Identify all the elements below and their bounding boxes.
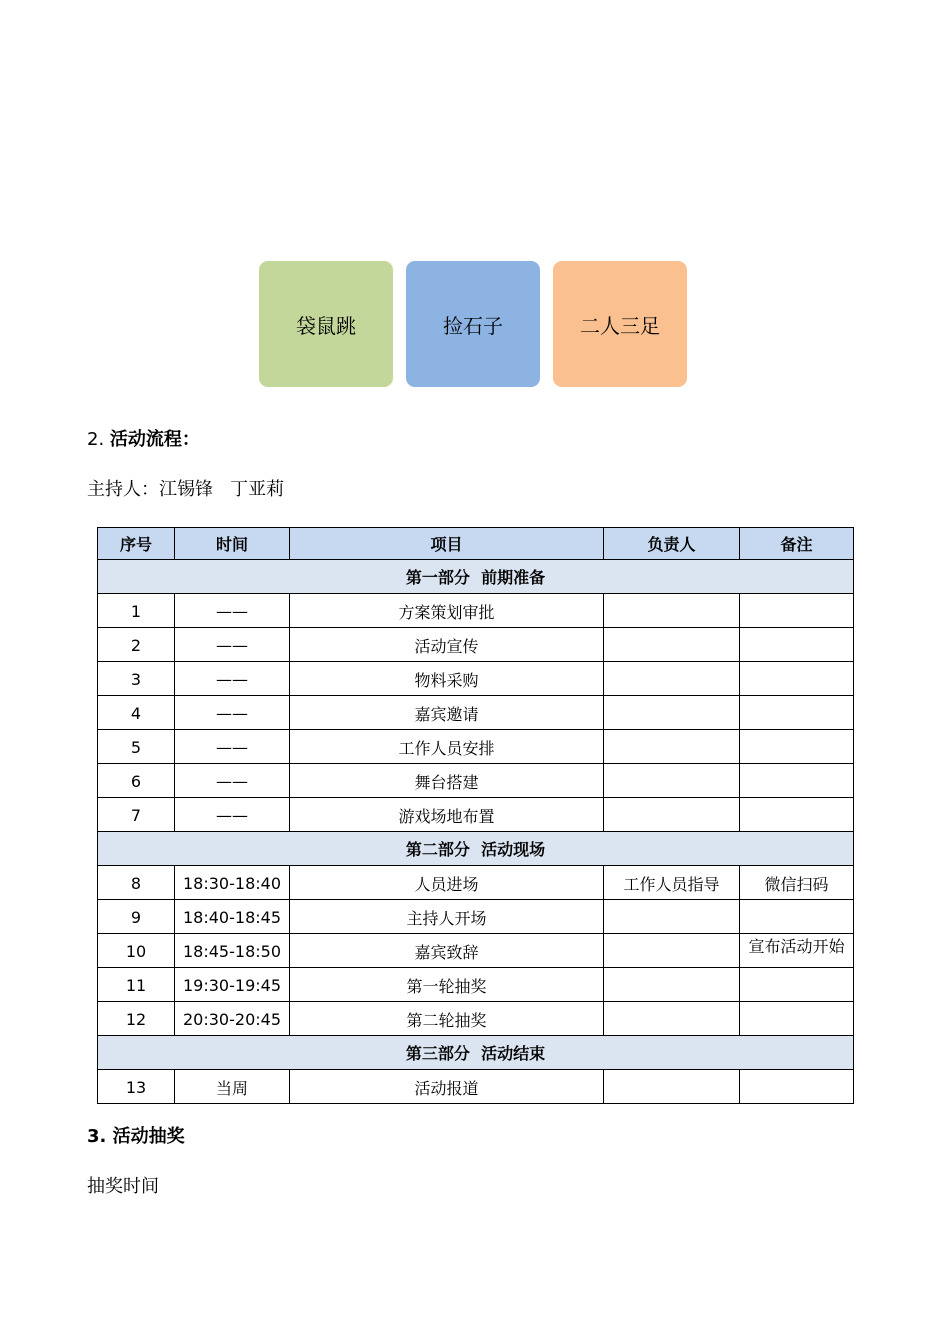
section-title: 活动流程：	[109, 429, 200, 450]
part-title: 第一部分 前期准备	[98, 560, 854, 594]
cell-note-text: 宣布活动开始	[748, 937, 845, 956]
cell-number: 3	[98, 662, 175, 696]
game-card-kangaroo-jump	[259, 261, 393, 387]
table-row	[98, 968, 854, 1002]
cell-number: 4	[98, 696, 175, 730]
host-line	[87, 475, 284, 501]
cell-time: 18:45-18:50	[175, 934, 290, 968]
game-card-pick-stones	[406, 261, 540, 387]
cell-item: 第一轮抽奖	[290, 968, 604, 1002]
cell-number: 12	[98, 1002, 175, 1036]
section-number: 2.	[87, 429, 105, 450]
table-part-row	[98, 1036, 854, 1070]
cell-number: 11	[98, 968, 175, 1002]
cell-time: ——	[175, 662, 290, 696]
cell-number: 1	[98, 594, 175, 628]
cell-item: 工作人员安排	[290, 730, 604, 764]
cell-owner	[604, 934, 740, 968]
host-label: 主持人：	[87, 479, 159, 500]
table-row	[98, 662, 854, 696]
column-header-item: 项目	[290, 528, 604, 560]
cell-number: 13	[98, 1070, 175, 1104]
cell-time: 18:30-18:40	[175, 866, 290, 900]
cell-item: 活动宣传	[290, 628, 604, 662]
cell-item: 舞台搭建	[290, 764, 604, 798]
cell-number: 5	[98, 730, 175, 764]
cell-note	[740, 662, 854, 696]
cell-item: 物料采购	[290, 662, 604, 696]
cell-owner	[604, 696, 740, 730]
table-header-row	[98, 528, 854, 560]
section-heading-activity-flow	[87, 425, 200, 451]
table-row	[98, 798, 854, 832]
cell-owner	[604, 900, 740, 934]
cell-number: 6	[98, 764, 175, 798]
cell-item: 主持人开场	[290, 900, 604, 934]
cell-note	[740, 934, 854, 968]
cell-time: 18:40-18:45	[175, 900, 290, 934]
cell-owner: 工作人员指导	[604, 866, 740, 900]
cell-number: 8	[98, 866, 175, 900]
table-part-row	[98, 832, 854, 866]
cell-number: 10	[98, 934, 175, 968]
column-header-time: 时间	[175, 528, 290, 560]
table-row	[98, 594, 854, 628]
game-card-three-legged	[553, 261, 687, 387]
cell-note	[740, 798, 854, 832]
part-title: 第三部分 活动结束	[98, 1036, 854, 1070]
part-title: 第二部分 活动现场	[98, 832, 854, 866]
cell-number: 9	[98, 900, 175, 934]
table-body	[98, 560, 854, 1104]
cell-note	[740, 764, 854, 798]
cell-owner	[604, 662, 740, 696]
cell-owner	[604, 628, 740, 662]
table-part-row	[98, 560, 854, 594]
cell-time: 当周	[175, 1070, 290, 1104]
table-row	[98, 696, 854, 730]
game-card-label: 二人三足	[580, 313, 660, 338]
cell-note	[740, 628, 854, 662]
table-row	[98, 628, 854, 662]
cell-time: ——	[175, 764, 290, 798]
cell-item: 方案策划审批	[290, 594, 604, 628]
cell-item: 嘉宾邀请	[290, 696, 604, 730]
section-heading-lottery: 3. 活动抽奖	[87, 1126, 185, 1147]
table-row	[98, 866, 854, 900]
cell-note	[740, 730, 854, 764]
cell-owner	[604, 730, 740, 764]
game-card-label: 袋鼠跳	[296, 313, 356, 338]
lottery-time-label: 抽奖时间	[87, 1176, 159, 1197]
table-row	[98, 1002, 854, 1036]
host-names: 江锡锋 丁亚莉	[159, 479, 285, 500]
cell-owner	[604, 798, 740, 832]
cell-time: ——	[175, 730, 290, 764]
cell-time: ——	[175, 594, 290, 628]
column-header-owner: 负责人	[604, 528, 740, 560]
cell-time: ——	[175, 628, 290, 662]
table-row	[98, 764, 854, 798]
cell-item: 嘉宾致辞	[290, 934, 604, 968]
cell-time: ——	[175, 798, 290, 832]
table-row	[98, 934, 854, 968]
cell-number: 7	[98, 798, 175, 832]
cell-owner	[604, 968, 740, 1002]
game-card-label: 捡石子	[443, 313, 503, 338]
cell-note	[740, 900, 854, 934]
cell-owner	[604, 594, 740, 628]
cell-owner	[604, 1070, 740, 1104]
cell-note	[740, 1002, 854, 1036]
cell-note	[740, 696, 854, 730]
cell-item: 游戏场地布置	[290, 798, 604, 832]
cell-owner	[604, 1002, 740, 1036]
table-row	[98, 730, 854, 764]
cell-time: ——	[175, 696, 290, 730]
column-header-number: 序号	[98, 528, 175, 560]
cell-item: 活动报道	[290, 1070, 604, 1104]
activity-schedule-table	[97, 527, 854, 1104]
cell-note	[740, 1070, 854, 1104]
cell-number: 2	[98, 628, 175, 662]
cell-note	[740, 968, 854, 1002]
column-header-note: 备注	[740, 528, 854, 560]
cell-owner	[604, 764, 740, 798]
table-row	[98, 1070, 854, 1104]
cell-item: 人员进场	[290, 866, 604, 900]
cell-item: 第二轮抽奖	[290, 1002, 604, 1036]
table-row	[98, 900, 854, 934]
cell-note: 微信扫码	[740, 866, 854, 900]
cell-note	[740, 594, 854, 628]
cell-time: 19:30-19:45	[175, 968, 290, 1002]
cell-time: 20:30-20:45	[175, 1002, 290, 1036]
